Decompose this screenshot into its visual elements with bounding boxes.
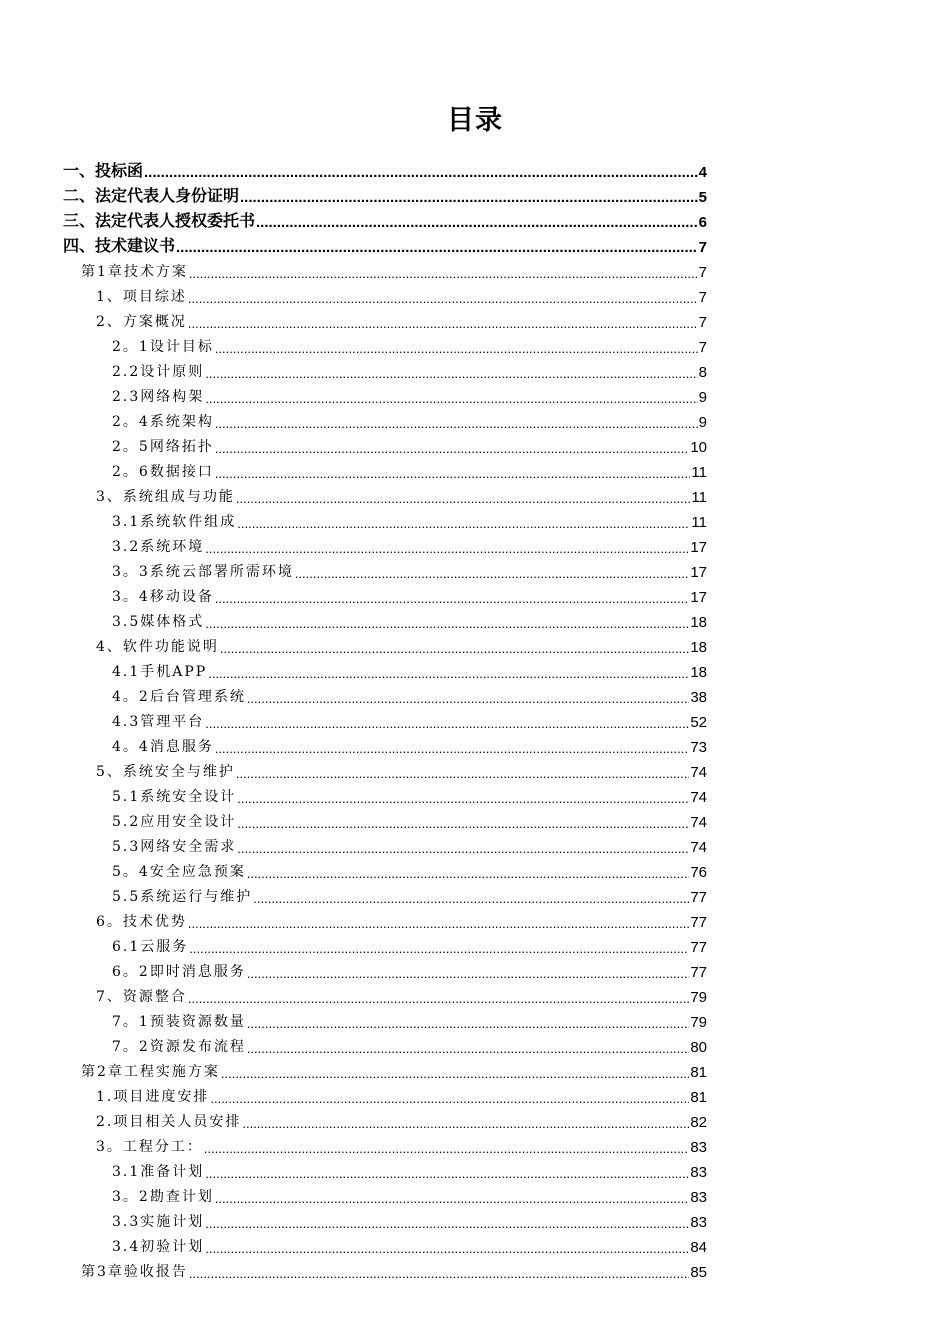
toc-entry-page: 74 <box>690 839 707 856</box>
toc-leader-dots <box>188 916 689 931</box>
toc-leader-dots <box>247 1041 689 1056</box>
toc-entry[interactable] <box>63 231 707 256</box>
toc-entry[interactable] <box>112 1231 707 1256</box>
toc-entry[interactable] <box>112 706 707 731</box>
toc-entry[interactable] <box>112 381 707 406</box>
toc-entry[interactable] <box>96 1131 707 1156</box>
toc-entry-label: 3.3实施计划 <box>112 1214 205 1230</box>
toc-entry-label: 5.3网络安全需求 <box>112 839 237 855</box>
toc-entry-page: 82 <box>690 1114 707 1131</box>
toc-entry-page: 11 <box>691 464 707 481</box>
toc-entry-label: 5.5系统运行与维护 <box>112 889 253 905</box>
toc-entry-label: 2。1设计目标 <box>112 339 214 355</box>
toc-entry[interactable] <box>112 806 707 831</box>
toc-entry[interactable] <box>112 856 707 881</box>
toc-entry[interactable] <box>112 931 707 956</box>
toc-entry-label: 四、技术建议书 <box>63 236 176 255</box>
toc-entry-page: 79 <box>690 1014 707 1031</box>
toc-entry-page: 17 <box>690 589 707 606</box>
toc-entry[interactable] <box>112 881 707 906</box>
toc-entry-label: 第3章验收报告 <box>81 1264 188 1280</box>
toc-leader-dots <box>237 516 690 531</box>
toc-entry-label: 7、资源整合 <box>96 989 187 1005</box>
toc-leader-dots <box>189 941 689 956</box>
toc-leader-dots <box>221 1066 689 1081</box>
toc-entry[interactable] <box>81 1256 707 1281</box>
toc-leader-dots <box>215 591 689 606</box>
toc-leader-dots <box>205 391 697 406</box>
toc-entry[interactable] <box>96 981 707 1006</box>
toc-entry[interactable] <box>112 581 707 606</box>
toc-entry[interactable] <box>96 481 707 506</box>
toc-entry[interactable] <box>112 831 707 856</box>
toc-entry-label: 4。2后台管理系统 <box>112 689 246 705</box>
toc-entry-page: 84 <box>690 1239 707 1256</box>
toc-leader-dots <box>237 816 689 831</box>
toc-entry[interactable] <box>112 431 707 456</box>
toc-entry[interactable] <box>81 1056 707 1081</box>
toc-entry-page: 73 <box>690 739 707 756</box>
toc-entry-page: 83 <box>690 1214 707 1231</box>
toc-entry-page: 77 <box>690 914 707 931</box>
table-of-contents <box>0 156 950 1281</box>
toc-entry[interactable] <box>112 1006 707 1031</box>
toc-entry-label: 一、投标函 <box>63 161 144 180</box>
toc-entry[interactable] <box>112 531 707 556</box>
toc-entry[interactable] <box>112 681 707 706</box>
toc-entry-label: 6.1云服务 <box>112 939 189 955</box>
toc-entry-page: 6 <box>698 214 707 231</box>
toc-leader-dots <box>189 1266 689 1281</box>
toc-leader-dots <box>253 891 689 906</box>
toc-entry-page: 83 <box>690 1164 707 1181</box>
toc-entry-page: 77 <box>690 939 707 956</box>
toc-entry-label: 6。技术优势 <box>96 914 187 930</box>
toc-entry-page: 11 <box>691 489 707 506</box>
toc-entry-page: 77 <box>690 964 707 981</box>
toc-entry-label: 3.5媒体格式 <box>112 614 205 630</box>
toc-entry-label: 2、方案概况 <box>96 314 187 330</box>
toc-entry-page: 18 <box>690 664 707 681</box>
toc-leader-dots <box>215 441 689 456</box>
toc-entry-page: 7 <box>698 339 707 356</box>
toc-entry-label: 2。6数据接口 <box>112 464 214 480</box>
toc-entry[interactable] <box>112 406 707 431</box>
toc-entry-page: 18 <box>690 614 707 631</box>
toc-leader-dots <box>215 341 698 356</box>
toc-entry-page: 83 <box>690 1189 707 1206</box>
toc-leader-dots <box>144 164 698 181</box>
toc-entry-page: 7 <box>698 289 707 306</box>
toc-entry-label: 2.2设计原则 <box>112 364 205 380</box>
toc-entry-label: 2。4系统架构 <box>112 414 214 430</box>
toc-entry-label: 4。4消息服务 <box>112 739 214 755</box>
toc-entry-page: 85 <box>690 1264 707 1281</box>
toc-entry[interactable] <box>112 731 707 756</box>
toc-entry[interactable] <box>96 906 707 931</box>
toc-leader-dots <box>205 1216 689 1231</box>
toc-entry-page: 74 <box>690 764 707 781</box>
toc-leader-dots <box>215 741 689 756</box>
toc-leader-dots <box>236 766 689 781</box>
toc-leader-dots <box>236 491 691 506</box>
toc-entry-label: 3.2系统环境 <box>112 539 205 555</box>
toc-entry-label: 5.1系统安全设计 <box>112 789 237 805</box>
toc-entry-page: 80 <box>690 1039 707 1056</box>
toc-entry-label: 5、系统安全与维护 <box>96 764 235 780</box>
toc-entry-page: 9 <box>698 389 707 406</box>
toc-entry[interactable] <box>81 256 707 281</box>
toc-entry[interactable] <box>63 156 707 181</box>
toc-entry-label: 1.项目进度安排 <box>96 1089 210 1105</box>
toc-entry-label: 第1章技术方案 <box>81 264 188 280</box>
toc-leader-dots <box>205 541 689 556</box>
toc-entry-page: 7 <box>698 264 707 281</box>
toc-entry-label: 3.4初验计划 <box>112 1239 205 1255</box>
toc-entry[interactable] <box>96 756 707 781</box>
toc-leader-dots <box>205 616 689 631</box>
toc-entry-page: 83 <box>690 1139 707 1156</box>
toc-leader-dots <box>210 1091 689 1106</box>
toc-entry-label: 3、系统组成与功能 <box>96 489 235 505</box>
toc-entry-label: 1、项目综述 <box>96 289 187 305</box>
toc-entry-label: 3。工程分工： <box>96 1139 203 1155</box>
toc-entry-label: 7。2资源发布流程 <box>112 1039 246 1055</box>
toc-entry-page: 77 <box>690 889 707 906</box>
toc-entry-label: 4.1手机APP <box>112 664 208 680</box>
toc-entry-label: 三、法定代表人授权委托书 <box>63 211 256 230</box>
toc-entry-page: 81 <box>690 1089 707 1106</box>
toc-entry[interactable] <box>112 1181 707 1206</box>
toc-leader-dots <box>215 416 698 431</box>
toc-entry-page: 11 <box>691 514 707 531</box>
toc-leader-dots <box>205 366 697 381</box>
toc-entry[interactable] <box>96 631 707 656</box>
toc-leader-dots <box>220 641 689 656</box>
toc-leader-dots <box>237 841 689 856</box>
toc-entry[interactable] <box>96 306 707 331</box>
toc-entry-page: 9 <box>698 414 707 431</box>
toc-leader-dots <box>247 691 689 706</box>
toc-entry-label: 2。5网络拓扑 <box>112 439 214 455</box>
toc-entry[interactable] <box>96 281 707 306</box>
toc-leader-dots <box>242 1116 689 1131</box>
toc-leader-dots <box>204 1141 689 1156</box>
toc-leader-dots <box>237 791 689 806</box>
toc-entry-label: 二、法定代表人身份证明 <box>63 186 240 205</box>
toc-entry[interactable] <box>112 1031 707 1056</box>
toc-entry[interactable] <box>63 181 707 206</box>
toc-entry-page: 18 <box>690 639 707 656</box>
toc-entry-label: 5。4安全应急预案 <box>112 864 246 880</box>
toc-entry-page: 7 <box>698 314 707 331</box>
toc-entry-label: 3。4移动设备 <box>112 589 214 605</box>
toc-entry-label: 3。3系统云部署所需环境 <box>112 564 294 580</box>
toc-leader-dots <box>240 189 698 206</box>
toc-entry-label: 3。2勘查计划 <box>112 1189 214 1205</box>
toc-leader-dots <box>205 1166 689 1181</box>
toc-entry[interactable] <box>112 656 707 681</box>
toc-entry-page: 4 <box>698 164 707 181</box>
toc-entry-label: 4.3管理平台 <box>112 714 205 730</box>
toc-leader-dots <box>247 966 689 981</box>
toc-leader-dots <box>205 1241 689 1256</box>
toc-entry[interactable] <box>112 956 707 981</box>
toc-entry-label: 4、软件功能说明 <box>96 639 219 655</box>
toc-entry-label: 3.1准备计划 <box>112 1164 205 1180</box>
toc-leader-dots <box>215 466 691 481</box>
toc-entry[interactable] <box>112 606 707 631</box>
toc-entry-label: 2.3网络构架 <box>112 389 205 405</box>
toc-leader-dots <box>256 214 698 231</box>
toc-entry[interactable] <box>112 1206 707 1231</box>
toc-entry-label: 3.1系统软件组成 <box>112 514 237 530</box>
toc-entry[interactable] <box>112 556 707 581</box>
toc-entry-label: 7。1预装资源数量 <box>112 1014 246 1030</box>
toc-entry[interactable] <box>112 456 707 481</box>
toc-entry-page: 76 <box>690 864 707 881</box>
toc-entry-page: 52 <box>690 714 707 731</box>
toc-entry[interactable] <box>112 1156 707 1181</box>
toc-entry[interactable] <box>112 331 707 356</box>
toc-leader-dots <box>188 291 698 306</box>
toc-entry-label: 5.2应用安全设计 <box>112 814 237 830</box>
toc-leader-dots <box>189 266 698 281</box>
toc-leader-dots <box>215 1191 689 1206</box>
toc-leader-dots <box>176 239 698 256</box>
toc-entry[interactable] <box>112 506 707 531</box>
toc-leader-dots <box>205 716 689 731</box>
toc-entry-page: 17 <box>690 564 707 581</box>
toc-entry-page: 5 <box>698 189 707 206</box>
toc-entry-page: 74 <box>690 814 707 831</box>
toc-leader-dots <box>208 666 689 681</box>
toc-entry[interactable] <box>96 1081 707 1106</box>
toc-entry-label: 6。2即时消息服务 <box>112 964 246 980</box>
toc-entry-page: 38 <box>690 689 707 706</box>
toc-leader-dots <box>247 1016 689 1031</box>
toc-leader-dots <box>247 866 689 881</box>
toc-entry-page: 17 <box>690 539 707 556</box>
toc-entry[interactable] <box>63 206 707 231</box>
toc-entry-page: 7 <box>698 239 707 256</box>
toc-leader-dots <box>188 316 698 331</box>
toc-leader-dots <box>295 566 689 581</box>
toc-entry-page: 74 <box>690 789 707 806</box>
toc-entry-label: 第2章工程实施方案 <box>81 1064 220 1080</box>
toc-entry-label: 2.项目相关人员安排 <box>96 1114 242 1130</box>
toc-entry[interactable] <box>96 1106 707 1131</box>
toc-title: 目录 <box>447 105 503 136</box>
toc-entry-page: 8 <box>698 364 707 381</box>
toc-entry[interactable] <box>112 356 707 381</box>
toc-entry-page: 10 <box>690 439 707 456</box>
toc-leader-dots <box>188 991 689 1006</box>
toc-entry-page: 79 <box>690 989 707 1006</box>
toc-entry[interactable] <box>112 781 707 806</box>
toc-entry-page: 81 <box>690 1064 707 1081</box>
